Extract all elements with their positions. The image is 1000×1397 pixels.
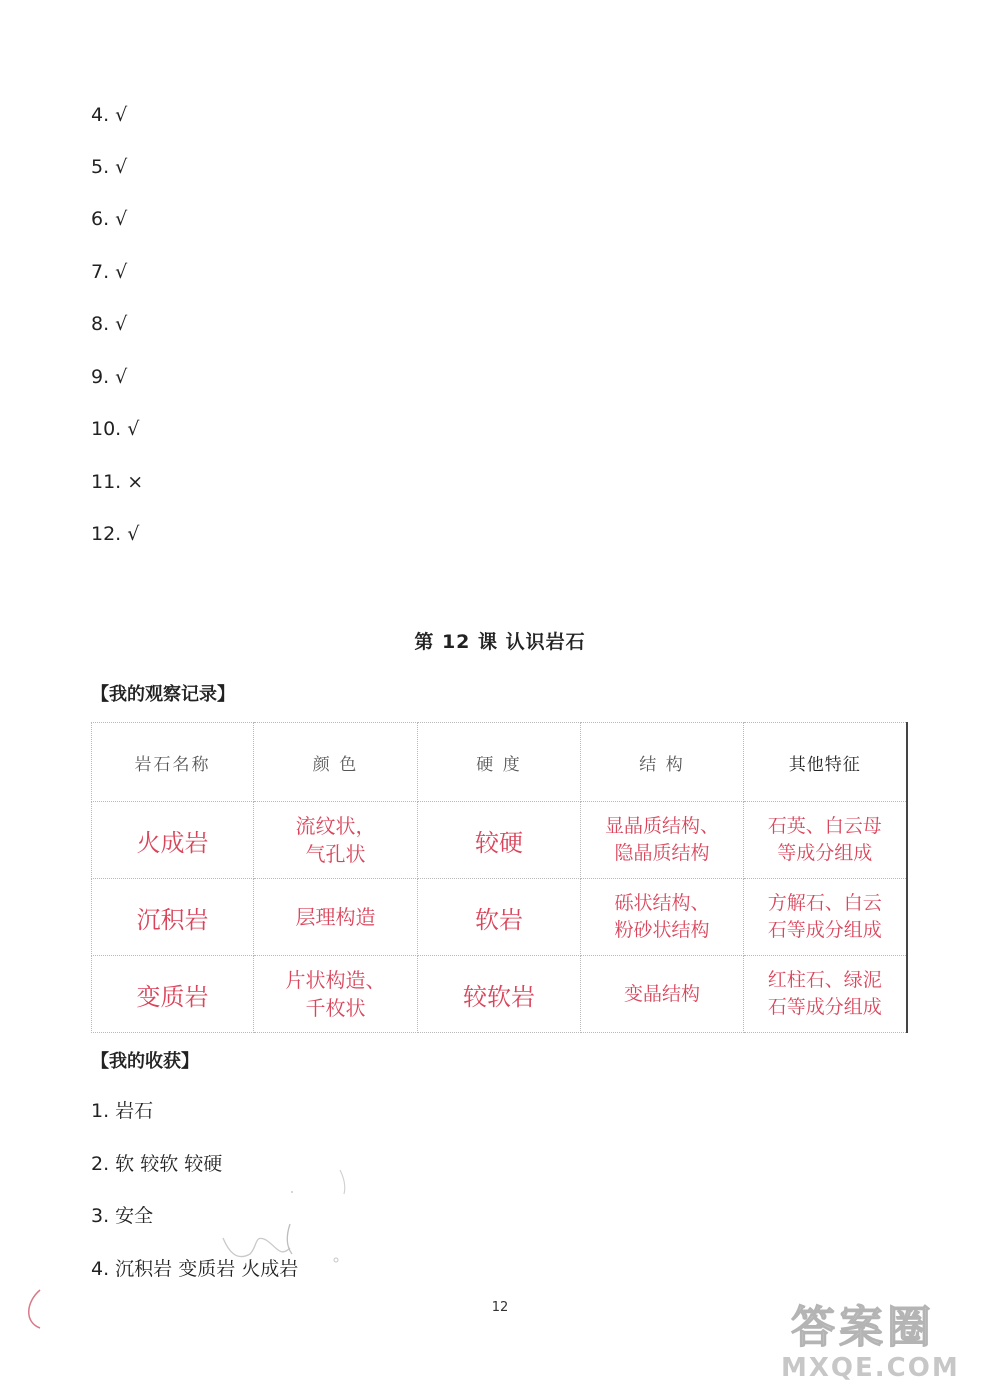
table-header-row (92, 723, 907, 802)
cell-line: 千枚状 (305, 996, 366, 1020)
cell-line: 红柱石、绿泥 (767, 969, 882, 991)
answer-item: 5. √ (91, 156, 128, 178)
hardness-cell: 较软岩 (418, 956, 581, 1033)
answer-item: 4. √ (91, 104, 128, 126)
gain-item: 1. 岩石 (91, 1100, 154, 1122)
site-watermark (781, 1291, 986, 1391)
answer-item: 7. √ (91, 261, 128, 283)
answer-item: 11. × (91, 471, 144, 493)
header-structure: 结 构 (581, 723, 744, 802)
rock-name-cell: 沉积岩 (92, 879, 254, 956)
answer-item: 8. √ (91, 313, 128, 335)
watermark-logo: 答案圈 (791, 1302, 935, 1353)
cell-line: 方解石、白云 (767, 892, 882, 914)
cell-line: 气孔状 (305, 842, 366, 866)
rock-name-cell: 火成岩 (92, 802, 254, 879)
color-cell (254, 802, 418, 879)
answer-item: 12. √ (91, 523, 140, 545)
rock-name-cell: 变质岩 (92, 956, 254, 1033)
other-features-cell (744, 879, 907, 956)
structure-cell (581, 879, 744, 956)
table-row (92, 879, 907, 956)
page-number: 12 (491, 1300, 509, 1315)
lesson-title: 第 12 课 认识岩石 (414, 631, 586, 653)
observation-table (91, 722, 908, 1033)
other-features-cell (744, 956, 907, 1033)
header-hardness: 硬 度 (418, 723, 581, 802)
cell-line: 石等成分组成 (767, 919, 882, 941)
answer-item: 6. √ (91, 208, 128, 230)
cell-line: 显晶质结构、 (604, 815, 719, 837)
gain-item: 2. 软 较软 较硬 (91, 1153, 223, 1175)
color-cell (254, 879, 418, 956)
table-row (92, 956, 907, 1033)
answer-item: 9. √ (91, 366, 128, 388)
cell-line: 石英、白云母 (767, 815, 882, 837)
color-cell (254, 956, 418, 1033)
header-rock-name: 岩石名称 (92, 723, 254, 802)
structure-cell (581, 956, 744, 1033)
watermark-url: MXQE.COM (781, 1353, 960, 1383)
cell-line: 隐晶质结构 (614, 842, 710, 864)
cell-line: 石等成分组成 (767, 996, 882, 1018)
cell-line: 层理构造 (295, 905, 376, 929)
header-other-features: 其他特征 (744, 723, 907, 802)
cell-line: 变晶结构 (623, 982, 700, 1005)
hardness-cell: 软岩 (418, 879, 581, 956)
structure-cell (581, 802, 744, 879)
cell-line: 粉砂状结构 (614, 919, 710, 941)
table-row (92, 802, 907, 879)
header-color: 颜 色 (254, 723, 418, 802)
other-features-cell (744, 802, 907, 879)
gain-item: 3. 安全 (91, 1205, 154, 1227)
hardness-cell: 较硬 (418, 802, 581, 879)
cell-line: 片状构造、 (285, 968, 386, 992)
gain-item: 4. 沉积岩 变质岩 火成岩 (91, 1258, 299, 1280)
answer-item: 10. √ (91, 418, 140, 440)
cell-line: 流纹状， (295, 814, 376, 838)
cell-line: 砾状结构、 (614, 892, 710, 914)
observation-heading: 【我的观察记录】 (91, 684, 235, 705)
gains-heading: 【我的收获】 (91, 1051, 199, 1072)
cell-line: 等成分组成 (777, 842, 873, 864)
